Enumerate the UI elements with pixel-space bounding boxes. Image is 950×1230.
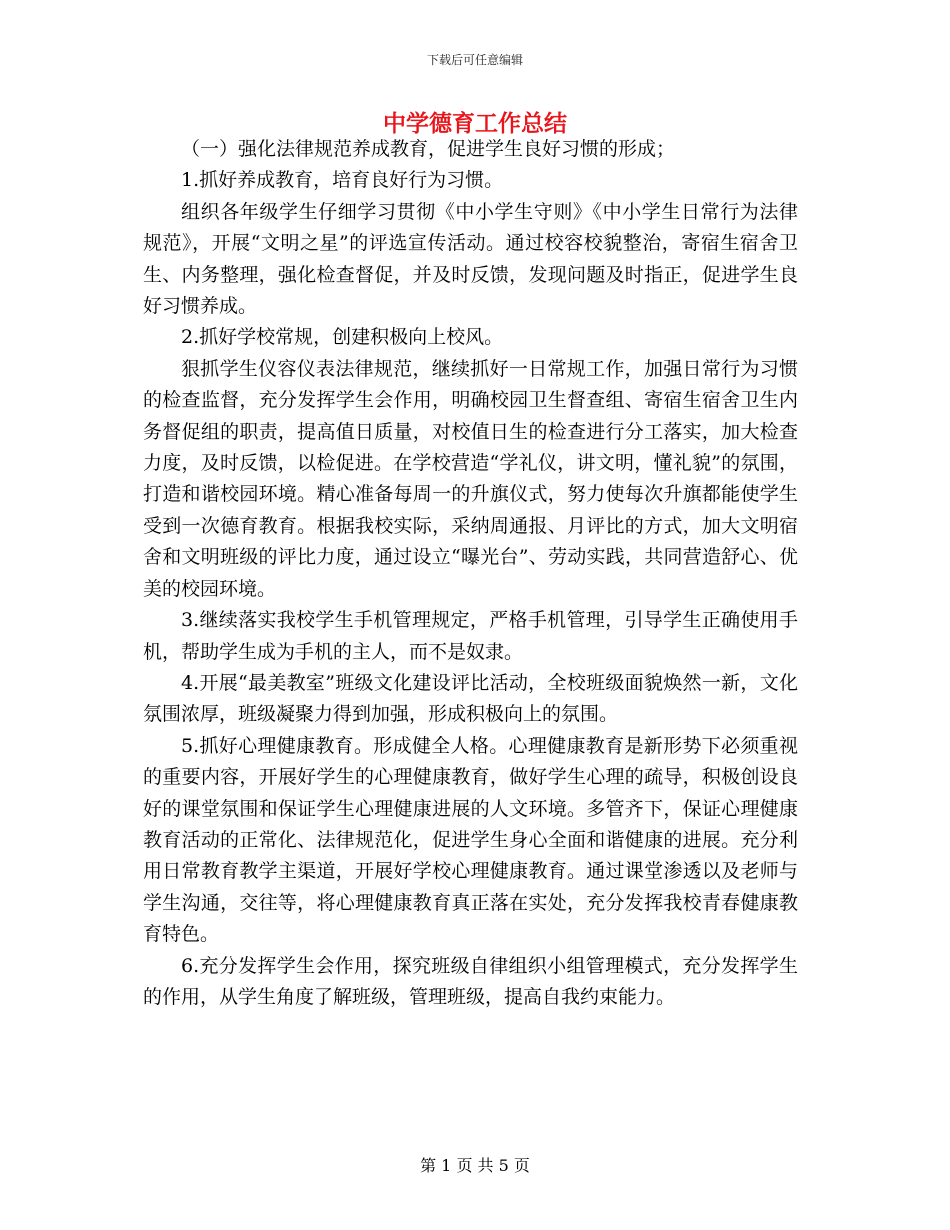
item-4: 4.开展“最美教室”班级文化建设评比活动，全校班级面貌焕然一新，文化氛围浓厚，班级凝聚力得到加强，形成积极向上的氛围。: [143, 671, 798, 726]
paragraph: 组织各年级学生仔细学习贯彻《中小学生守则》《中小学生日常行为法律规范》，开展“文明之星”的评选宣传活动。通过校容校貌整治，寄宿生宿舍卫生、内务整理，强化检查督促，并及时反馈，发现问题及时指正，促进学生良好习惯养成。: [143, 200, 798, 318]
document-body: [143, 134, 798, 1013]
item-3: 3.继续落实我校学生手机管理规定，严格手机管理，引导学生正确使用手机，帮助学生成为手机的主人，而不是奴隶。: [143, 609, 798, 663]
paragraph: 狠抓学生仪容仪表法律规范，继续抓好一日常规工作，加强日常行为习惯的检查监督，充分发挥学生会作用，明确校园卫生督查组、寄宿生宿舍卫生内务督促组的职责，提高值日质量，对校值日生的检查进行分工落实，加大检查力度，及时反馈，以检促进。在学校营造“学礼仪，讲文明，懂礼貌”的氛围，打造和谐校园环境。精心准备每周一的升旗仪式，努力使每次升旗都能使学生受到一次德育教育。根据我校实际，采纳周通报、月评比的方式，加大文明宿舍和文明班级的评比力度，通过设立“曝光台”、劳动实践，共同营造舒心、优美的校园环境。: [143, 357, 798, 600]
item-5: 5.抓好心理健康教育。形成健全人格。心理健康教育是新形势下必须重视的重要内容，开展好学生的心理健康教育，做好学生心理的疏导，积极创设良好的课堂氛围和保证学生心理健康进展的人文环境。多管齐下，保证心理健康教育活动的正常化、法律规范化，促进学生身心全面和谐健康的进展。充分利用日常教育教学主渠道，开展好学校心理健康教育。通过课堂渗透以及老师与学生沟通，交往等，将心理健康教育真正落在实处，充分发挥我校青春健康教育特色。: [143, 734, 798, 946]
item-heading-1: 1.抓好养成教育，培育良好行为习惯。: [181, 169, 504, 192]
item-6: 6.充分发挥学生会作用，探究班级自律组织小组管理模式，充分发挥学生的作用，从学生角度了解班级，管理班级，提高自我约束能力。: [143, 954, 798, 1008]
item-heading-2: 2.抓好学校常规，创建积极向上校风。: [181, 326, 504, 349]
section-heading: （一）强化法律规范养成教育，促进学生良好习惯的形成；: [181, 138, 676, 160]
page-header-note: 下载后可任意编辑: [426, 53, 523, 67]
document-title: 中学德育工作总结: [383, 110, 567, 137]
page-number: 第 1 页 共 5 页: [420, 1156, 530, 1175]
